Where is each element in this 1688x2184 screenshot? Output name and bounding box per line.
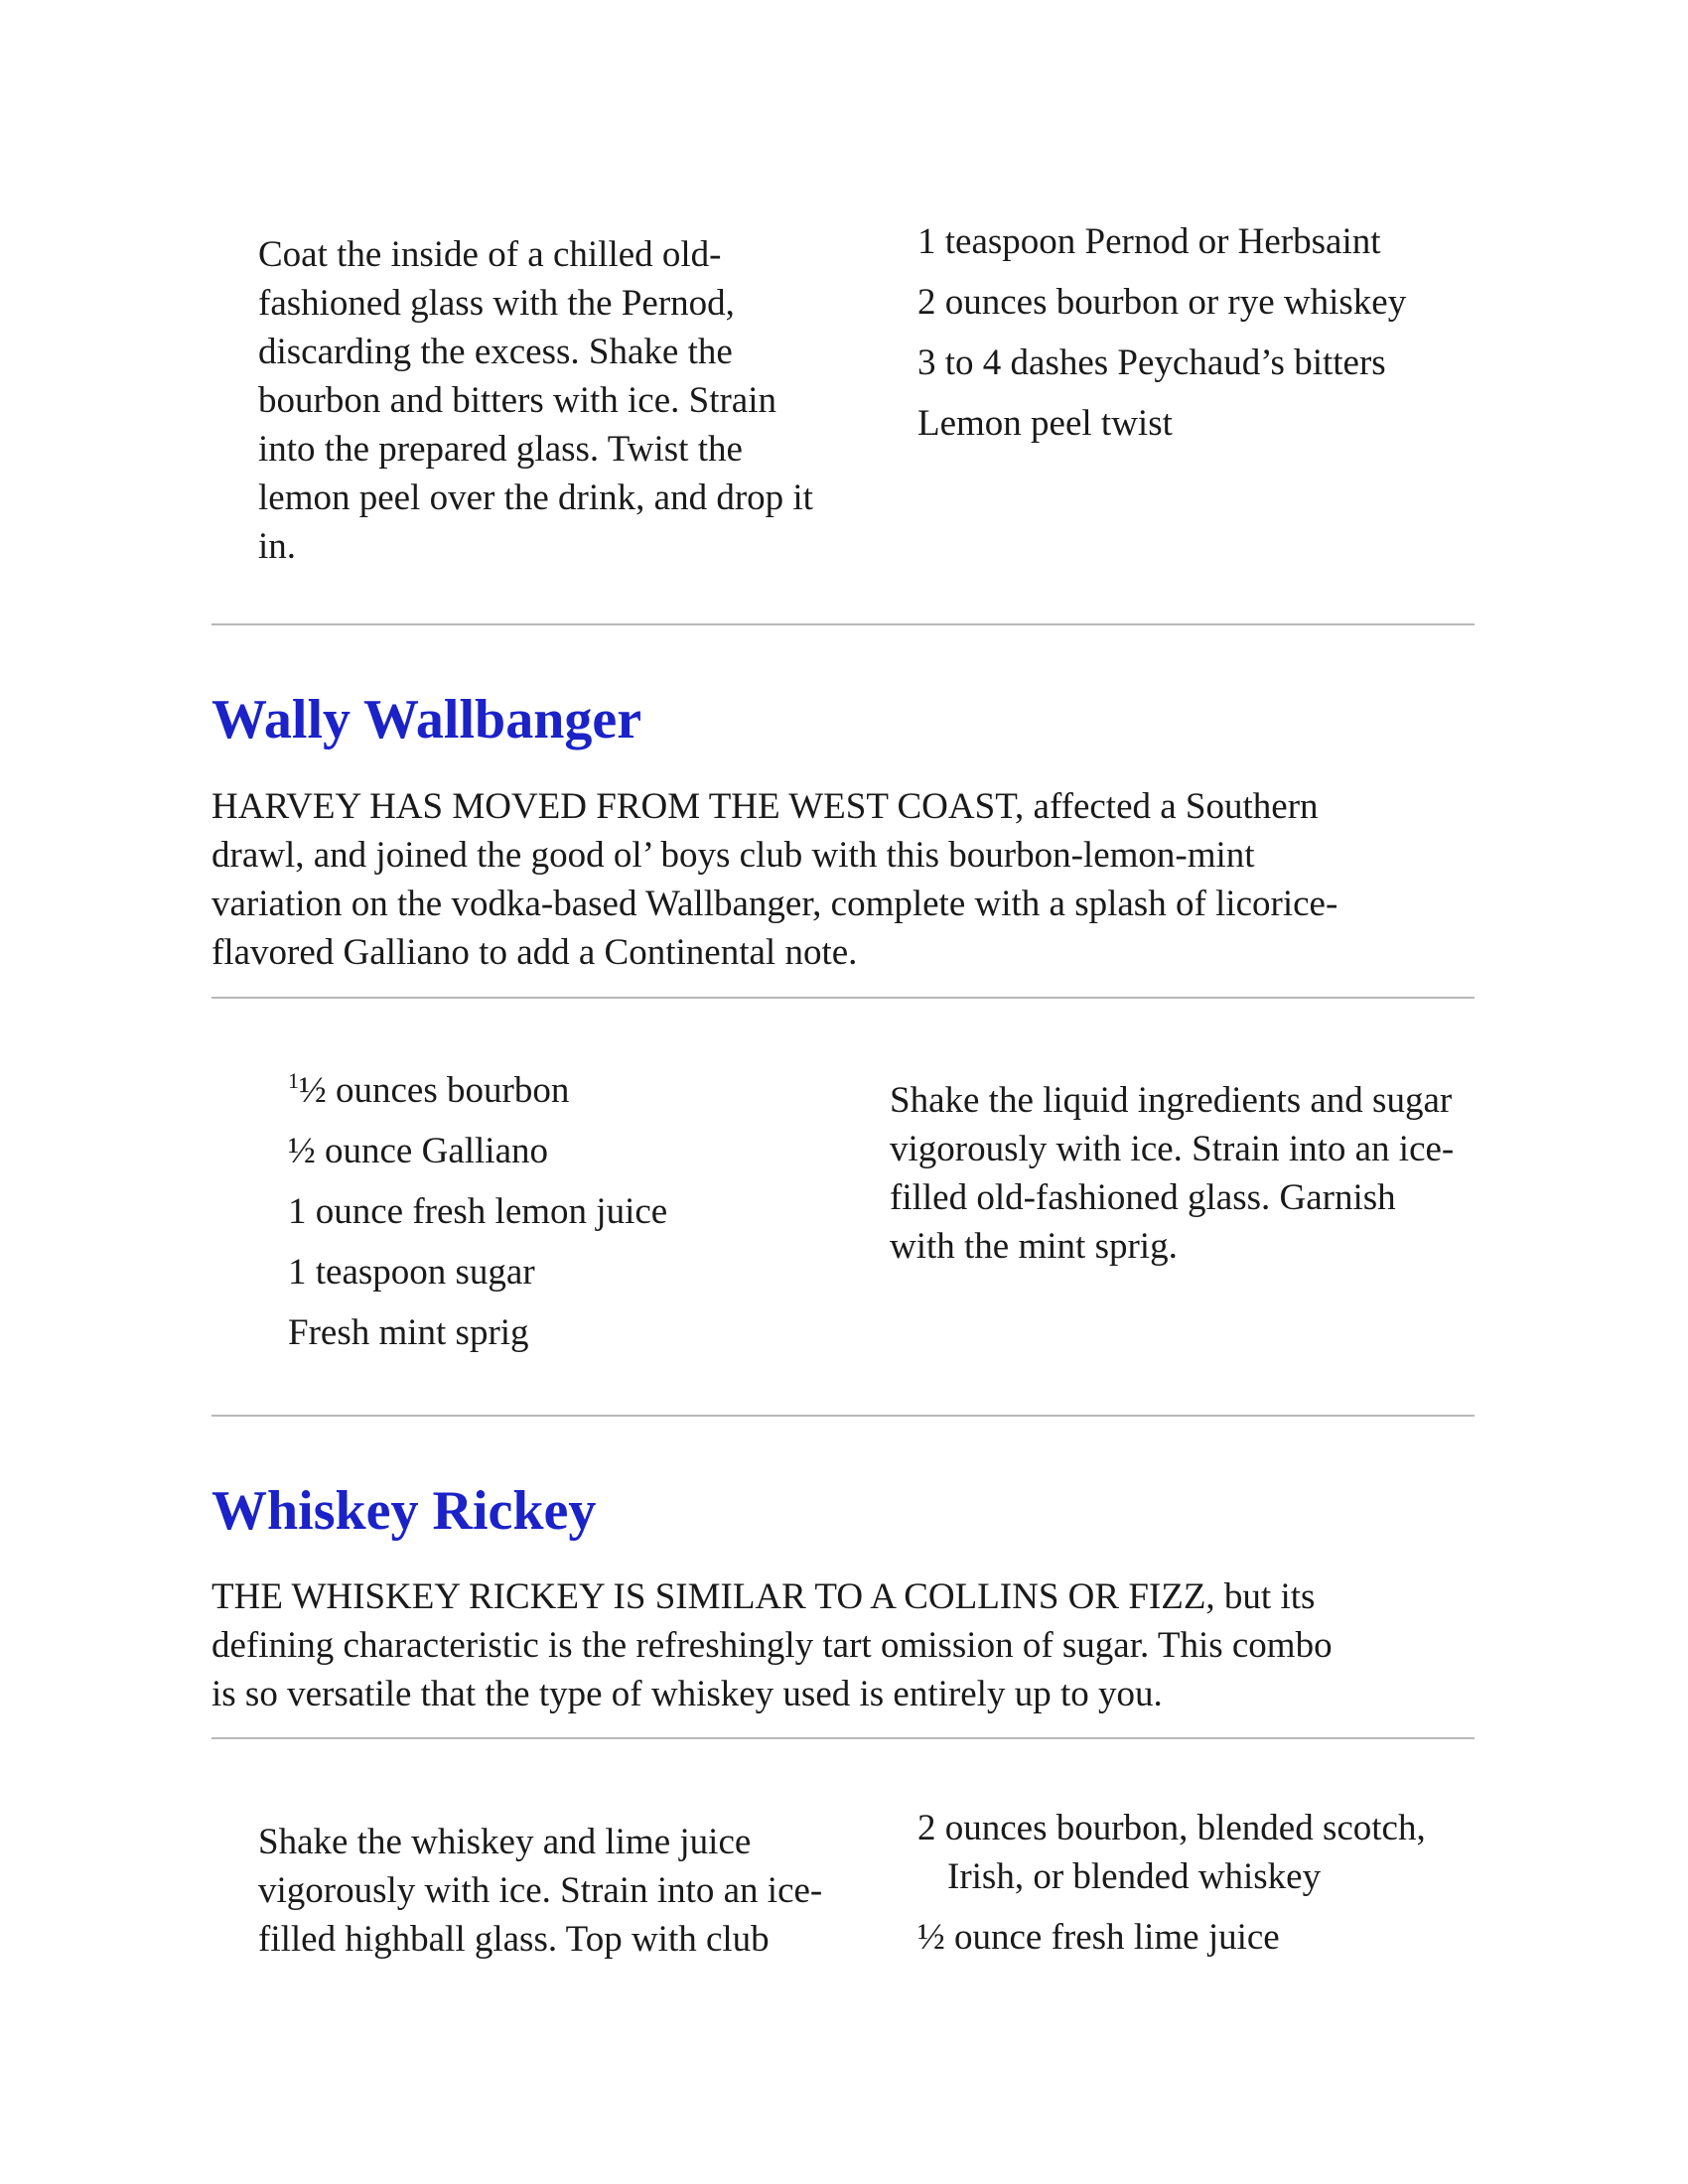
rickey-intro xyxy=(211,1572,1492,1718)
intro-line: is so versatile that the type of whiskey used is entirely up to you. xyxy=(211,1674,1163,1714)
ingredient-text: ½ ounces bourbon xyxy=(299,1070,570,1111)
section-divider xyxy=(211,623,1475,625)
sazerac-method xyxy=(258,230,894,571)
ingredient-item xyxy=(288,1066,844,1115)
intro-line: drawl, and joined the good ol’ boys club with this bourbon-lemon-mint xyxy=(211,835,1255,876)
section-divider xyxy=(211,1737,1475,1739)
ingredient-item: ½ ounce fresh lime juice xyxy=(917,1917,1280,1958)
ingredient-item: Lemon peel twist xyxy=(917,403,1173,444)
section-divider xyxy=(211,1415,1475,1417)
ingredient-item: 1 ounce fresh lemon juice xyxy=(288,1191,668,1232)
wally-method xyxy=(890,1076,1491,1271)
method-line: in. xyxy=(258,526,297,567)
ingredient-item: Fresh mint sprig xyxy=(288,1312,529,1353)
ingredient-item: 3 to 4 dashes Peychaud’s bitters xyxy=(917,342,1386,383)
ingredient-item: 2 ounces bourbon or rye whiskey xyxy=(917,282,1407,323)
ingredient-item: ½ ounce Galliano xyxy=(288,1131,548,1171)
method-line: with the mint sprig. xyxy=(890,1226,1178,1267)
method-line: fashioned glass with the Pernod, xyxy=(258,283,735,324)
method-line: Shake the whiskey and lime juice xyxy=(258,1822,752,1862)
method-line: Coat the inside of a chilled old- xyxy=(258,234,722,275)
rickey-method xyxy=(258,1818,894,1964)
method-line: lemon peel over the drink, and drop it xyxy=(258,478,813,518)
intro-line: flavored Galliano to add a Continental note. xyxy=(211,932,858,973)
method-line: filled highball glass. Top with club xyxy=(258,1919,770,1960)
method-line: discarding the excess. Shake the xyxy=(258,332,733,372)
section-divider xyxy=(211,997,1475,999)
intro-line: defining characteristic is the refreshingly tart omission of sugar. This combo xyxy=(211,1625,1333,1666)
intro-line: THE WHISKEY RICKEY IS SIMILAR TO A COLLINS OR FIZZ, but its xyxy=(211,1576,1316,1617)
recipe-title-wally-wallbanger: Wally Wallbanger xyxy=(211,689,642,751)
method-line: bourbon and bitters with ice. Strain xyxy=(258,380,777,421)
ingredient-item: 1 teaspoon Pernod or Herbsaint xyxy=(917,221,1381,262)
method-line: Shake the liquid ingredients and sugar xyxy=(890,1080,1453,1121)
recipe-title-whiskey-rickey: Whiskey Rickey xyxy=(211,1480,597,1542)
method-line: vigorously with ice. Strain into an ice- xyxy=(890,1129,1455,1169)
ingredient-item: 2 ounces bourbon, blended scotch, Irish, or blended whiskey xyxy=(917,1808,1426,1897)
intro-line: variation on the vodka-based Wallbanger, complete with a splash of licorice- xyxy=(211,884,1338,924)
wally-intro xyxy=(211,782,1492,977)
method-line: into the prepared glass. Twist the xyxy=(258,429,743,470)
wally-ingredients xyxy=(288,1066,844,1369)
fraction-whole-part: 1 xyxy=(288,1068,299,1093)
sazerac-ingredients xyxy=(917,217,1493,460)
method-line: vigorously with ice. Strain into an ice- xyxy=(258,1870,823,1911)
intro-line: HARVEY HAS MOVED FROM THE WEST COAST, affected a Southern xyxy=(211,786,1319,827)
ingredient-item: 1 teaspoon sugar xyxy=(288,1252,535,1293)
method-line: filled old-fashioned glass. Garnish xyxy=(890,1177,1396,1218)
rickey-ingredients xyxy=(917,1804,1493,1974)
